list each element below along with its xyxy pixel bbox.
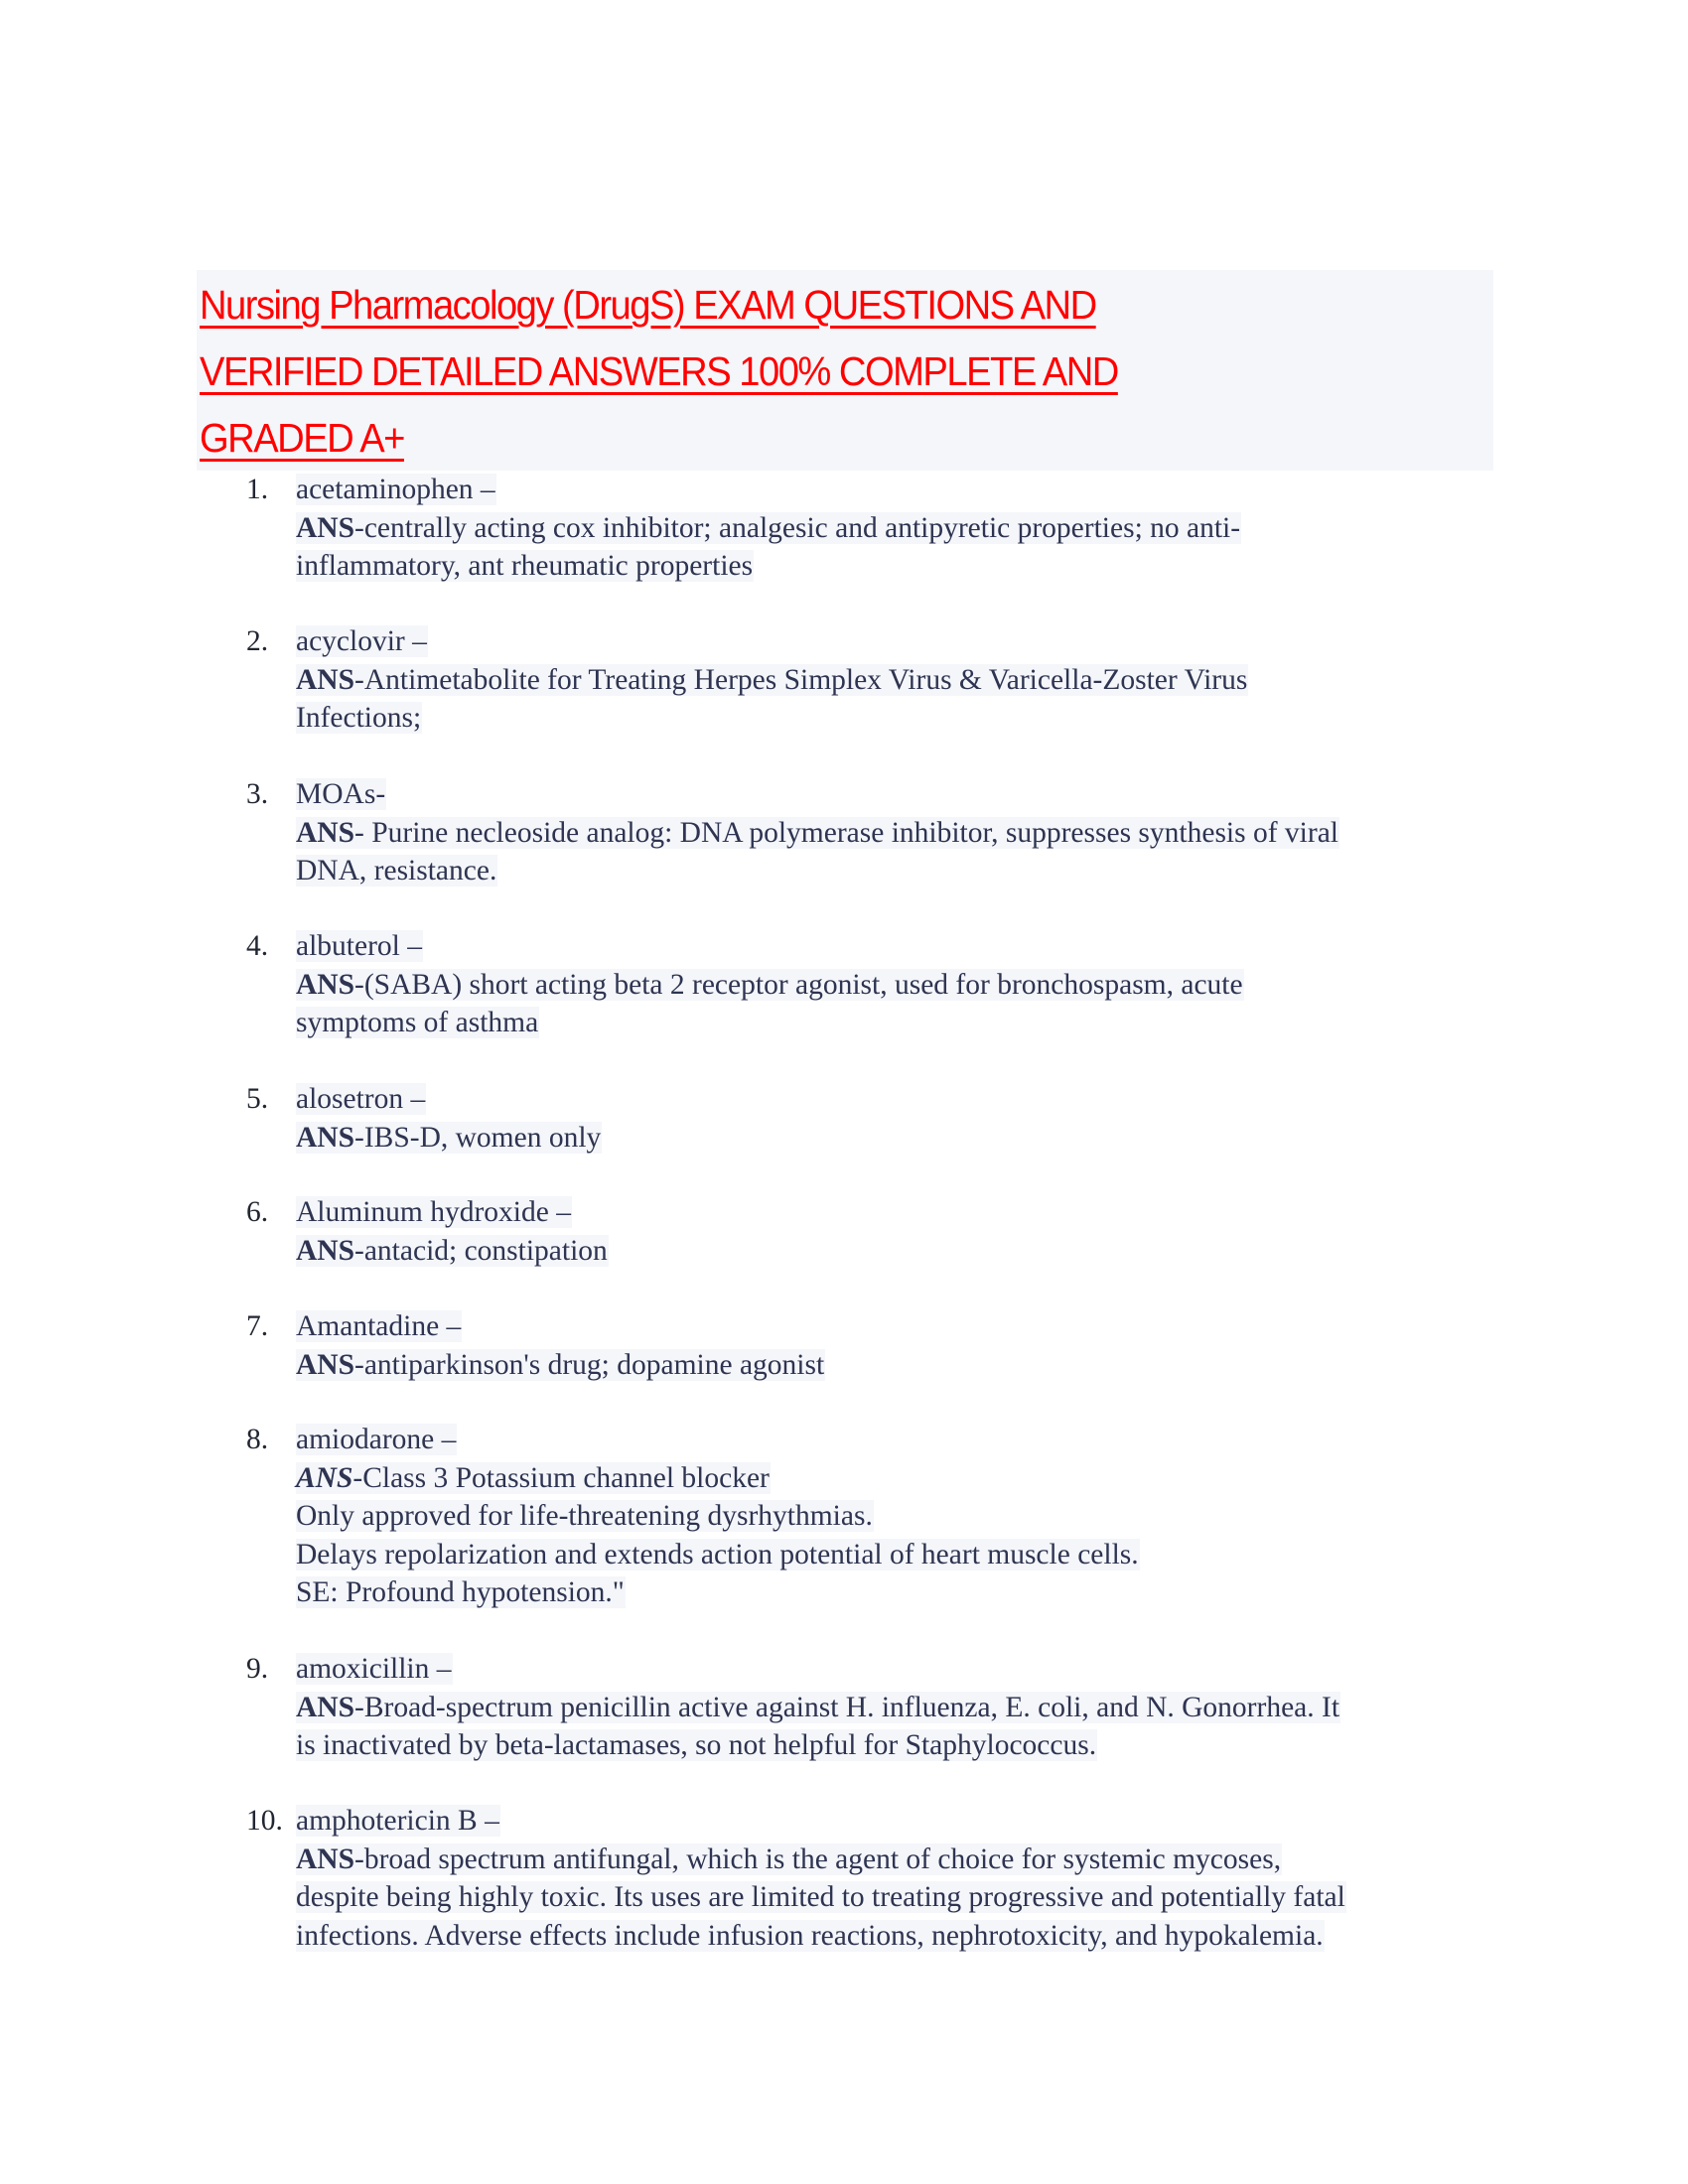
ans-label: ANS [296, 1234, 355, 1267]
item-term: Aluminum hydroxide – [296, 1196, 571, 1228]
answer-text: -Antimetabolite for Treating Herpes Simplex Virus & Varicella-Zoster Virus [354, 663, 1248, 696]
answer-text: -broad spectrum antifungal, which is the agent of choice for systemic mycoses, [354, 1843, 1282, 1875]
item-number: 1. [246, 474, 269, 505]
item-term: MOAs- [296, 778, 386, 810]
answer-text: infections. Adverse effects include infusion reactions, nephrotoxicity, and hypokalemia. [296, 1919, 1324, 1952]
ans-label: ANS [296, 511, 355, 544]
item-term: alosetron – [296, 1083, 426, 1115]
answer-text: Only approved for life-threatening dysrhythmias. [296, 1500, 873, 1532]
answer-text: -centrally acting cox inhibitor; analgesic and antipyretic properties; no anti- [354, 511, 1241, 544]
item-number: 2. [246, 625, 269, 657]
answer-text: -IBS-D, women only [354, 1121, 602, 1154]
title-line-1: Nursing Pharmacology (DrugS) EXAM QUESTIONS AND [200, 282, 1096, 328]
ans-label: ANS [296, 816, 355, 849]
ans-label: ANS [296, 1461, 353, 1494]
ans-label: ANS [296, 1843, 355, 1875]
title-line-3: GRADED A+ [200, 415, 404, 461]
answer-text: despite being highly toxic. Its uses are limited to treating progressive and potentially fatal [296, 1881, 1345, 1913]
item-number: 9. [246, 1653, 269, 1685]
answer-text: is inactivated by beta-lactamases, so not helpful for Staphylococcus. [296, 1729, 1097, 1761]
answer-text: -antacid; constipation [354, 1234, 608, 1267]
item-number: 3. [246, 778, 269, 810]
answer-text: -Broad-spectrum penicillin active against H. influenza, E. coli, and N. Gonorrhea. It [354, 1691, 1340, 1723]
item-number: 7. [246, 1310, 269, 1342]
answer-text: -antiparkinson's drug; dopamine agonist [354, 1348, 825, 1381]
ans-label: ANS [296, 968, 355, 1001]
ans-label: ANS [296, 1121, 355, 1154]
item-number: 5. [246, 1083, 269, 1115]
item-number: 4. [246, 930, 269, 962]
item-term: amoxicillin – [296, 1653, 452, 1685]
answer-text: -Class 3 Potassium channel blocker [352, 1461, 770, 1494]
answer-text: DNA, resistance. [296, 855, 497, 887]
document-title [200, 272, 1400, 472]
item-term: amiodarone – [296, 1424, 457, 1455]
answer-text: Delays repolarization and extends action potential of heart muscle cells. [296, 1538, 1139, 1570]
answer-text: -(SABA) short acting beta 2 receptor agonist, used for bronchospasm, acute [354, 968, 1243, 1001]
item-number: 8. [246, 1424, 269, 1455]
ans-label: ANS [296, 1691, 355, 1723]
item-number: 6. [246, 1196, 269, 1228]
title-line-2: VERIFIED DETAILED ANSWERS 100% COMPLETE AND [200, 348, 1118, 394]
answer-text: SE: Profound hypotension." [296, 1576, 625, 1608]
item-term: amphotericin B – [296, 1805, 499, 1837]
ans-label: ANS [296, 663, 355, 696]
answer-text: - Purine necleoside analog: DNA polymerase inhibitor, suppresses synthesis of viral [354, 816, 1338, 849]
answer-text: symptoms of asthma [296, 1007, 539, 1038]
item-term: Amantadine – [296, 1310, 462, 1342]
item-term: acetaminophen – [296, 474, 495, 505]
answer-text: inflammatory, ant rheumatic properties [296, 550, 754, 582]
item-term: acyclovir – [296, 625, 427, 657]
item-term: albuterol – [296, 930, 422, 962]
ans-label: ANS [296, 1348, 355, 1381]
item-number: 10. [246, 1805, 283, 1837]
answer-text: Infections; [296, 702, 422, 734]
